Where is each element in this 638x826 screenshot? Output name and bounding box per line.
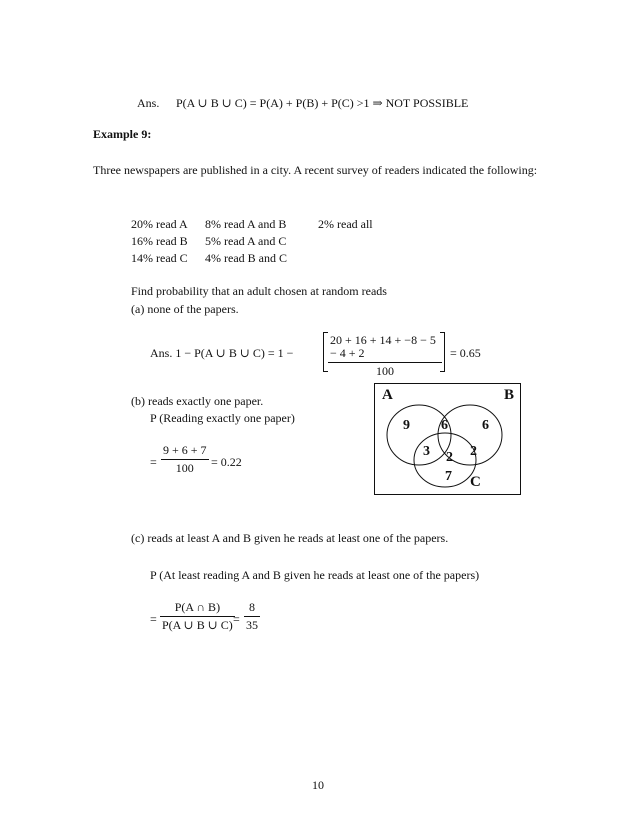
part-c-result-fraction: [244, 601, 260, 632]
region-b-only: 6: [482, 418, 489, 433]
survey-read-a-and-b: 8% read A and B: [205, 217, 287, 231]
part-c-equals: =: [233, 612, 240, 626]
part-a-answer-prefix: Ans. 1 − P(A ∪ B ∪ C) = 1 −: [150, 346, 294, 360]
venn-label-a: A: [382, 387, 393, 403]
region-b-and-c-only: 2: [470, 444, 477, 459]
part-c-denominator: P(A ∪ B ∪ C): [162, 618, 233, 632]
part-a-label: (a) none of the papers.: [131, 302, 239, 316]
circle-a: [387, 405, 451, 465]
venn-diagram: [374, 383, 521, 495]
venn-label-c: C: [470, 474, 481, 490]
example-intro: Three newspapers are published in a city. A recent survey of readers indicated the following:: [93, 163, 538, 177]
part-c-statement: P (At least reading A and B given he reads at least one of the papers): [150, 568, 480, 582]
part-c-numerator: P(A ∩ B): [174, 600, 221, 614]
part-c-label: (c) reads at least A and B given he reads at least one of the papers.: [131, 531, 449, 545]
part-b-denominator: 100: [161, 459, 209, 475]
part-c-result-denominator: 35: [246, 618, 258, 632]
top-answer-prefix: Ans.: [137, 96, 160, 110]
part-a-result: = 0.65: [450, 346, 481, 360]
survey-read-b: 16% read B: [131, 234, 188, 248]
part-c-eq-prefix: =: [150, 612, 157, 626]
survey-read-b-and-c: 4% read B and C: [205, 251, 287, 265]
venn-label-b: B: [504, 387, 515, 403]
part-b-result: = 0.22: [211, 455, 242, 469]
survey-read-all: 2% read all: [318, 217, 373, 231]
example-heading: Example 9:: [93, 127, 152, 141]
region-a-and-c-only: 3: [423, 444, 430, 459]
page-number: 10: [312, 778, 324, 792]
region-c-only: 7: [445, 469, 452, 484]
part-c-result-numerator: 8: [249, 600, 255, 614]
part-c-fraction: [160, 601, 235, 632]
part-a-fraction: [328, 334, 442, 378]
survey-read-a: 20% read A: [131, 217, 188, 231]
top-answer-equation: P(A ∪ B ∪ C) = P(A) + P(B) + P(C) >1 ⇒ NOT POSSIBLE: [176, 96, 469, 110]
part-b-statement: P (Reading exactly one paper): [150, 411, 295, 425]
region-a-only: 9: [403, 418, 410, 433]
part-a-numerator: 20 + 16 + 14 + −8 − 5 − 4 + 2: [330, 333, 436, 360]
part-a-denominator: 100: [328, 362, 442, 378]
part-b-label: (b) reads exactly one paper.: [131, 394, 264, 408]
part-b-fraction: [161, 444, 209, 475]
survey-read-a-and-c: 5% read A and C: [205, 234, 287, 248]
region-all-three: 2: [446, 450, 453, 465]
part-b-eq-prefix: =: [150, 455, 157, 469]
question-prompt: Find probability that an adult chosen at random reads: [131, 284, 387, 298]
right-bracket: [440, 332, 445, 372]
region-a-and-b-only: 6: [441, 418, 448, 433]
part-b-numerator: 9 + 6 + 7: [163, 443, 207, 457]
survey-read-c: 14% read C: [131, 251, 188, 265]
